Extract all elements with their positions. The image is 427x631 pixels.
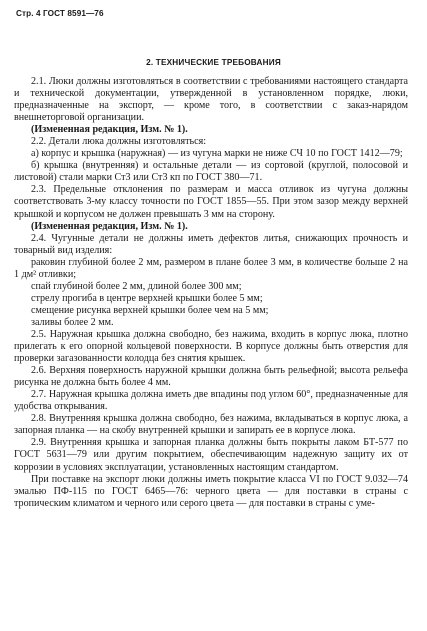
paragraph: 2.2. Детали люка должны изготовляться:	[31, 136, 207, 148]
paragraph: смещение рисунка верхней крышки более чем на 5 мм;	[31, 304, 269, 316]
paragraph: спай глубиной более 2 мм, длиной более 300 мм;	[31, 280, 242, 292]
section-title: 2. ТЕХНИЧЕСКИЕ ТРЕБОВАНИЯ	[146, 58, 281, 67]
paragraph: 2.3. Предельные отклонения по размерам и масса отливок из чугуна должны соответствовать 3-му классу точности по ГОСТ 1855—55. При этом зазор между верхней крышкой и корпусом не должен превышать 3 мм на сторону.	[14, 184, 408, 220]
paragraph: 2.5. Наружная крышка должна свободно, без нажима, входить в корпус люка, плотно прилегать к его опорной кольцевой поверхности. В корпусе должны быть отверстия для проверки загазованности колодца без снятия крышек.	[14, 328, 408, 365]
amendment-note: (Измененная редакция, Изм. № 1).	[31, 124, 188, 136]
document-body	[14, 76, 408, 510]
paragraph: При поставке на экспорт люки должны иметь покрытие класса VI по ГОСТ 9.032—74 эмалью ПФ-115 по ГОСТ 6465—76: черного цвета — для поставки в страны с тропическим климатом и черного или серого цвета — для поставки в страны с уме-	[14, 473, 408, 509]
paragraph: заливы более 2 мм.	[31, 316, 114, 328]
paragraph: 2.8. Внутренняя крышка должна свободно, без нажима, вкладываться в корпус люка, а запорная планка — на скобу внутренней крышки и запирать ее в корпусе люка.	[14, 413, 408, 437]
paragraph: 2.7. Наружная крышка должна иметь две впадины под углом 60°, предназначенные для удобства открывания.	[14, 389, 408, 413]
paragraph: стрелу прогиба в центре верхней крышки более 5 мм;	[31, 292, 263, 304]
page-header: Стр. 4 ГОСТ 8591—76	[16, 9, 104, 18]
paragraph: 2.4. Чугунные детали не должны иметь дефектов литья, снижающих прочность и товарный вид изделия:	[14, 232, 408, 256]
paragraph: 2.1. Люки должны изготовляться в соответствии с требованиями настоящего стандарта и технической документации, утвержденной в установленном порядке, люки, предназначенные на экспорт, — кроме того, в соответствии с заказ-нарядом внешнеторговой организации.	[14, 76, 408, 124]
paragraph: а) корпус и крышка (наружная) — из чугуна марки не ниже СЧ 10 по ГОСТ 1412—79;	[31, 148, 403, 160]
paragraph: б) крышка (внутренняя) и остальные детали — из сортовой (круглой, полосовой и листовой) стали марки Ст3 или Ст3 кп по ГОСТ 380—71.	[14, 160, 408, 184]
paragraph: 2.9. Внутренняя крышка и запорная планка должны быть покрыты лаком БТ-577 по ГОСТ 5631—79 или другим покрытием, обеспечивающим надежную защиту их от коррозии в условиях эксплуатации, установленных настоящим стандартом.	[14, 437, 408, 473]
paragraph: раковин глубиной более 2 мм, размером в плане более 3 мм, в количестве больше 2 на 1 дм² отливки;	[14, 256, 408, 280]
amendment-note: (Измененная редакция, Изм. № 1).	[31, 220, 188, 232]
paragraph: 2.6. Верхняя поверхность наружной крышки должна быть рельефной; высота рельефа рисунка не должна быть более 4 мм.	[14, 365, 408, 389]
